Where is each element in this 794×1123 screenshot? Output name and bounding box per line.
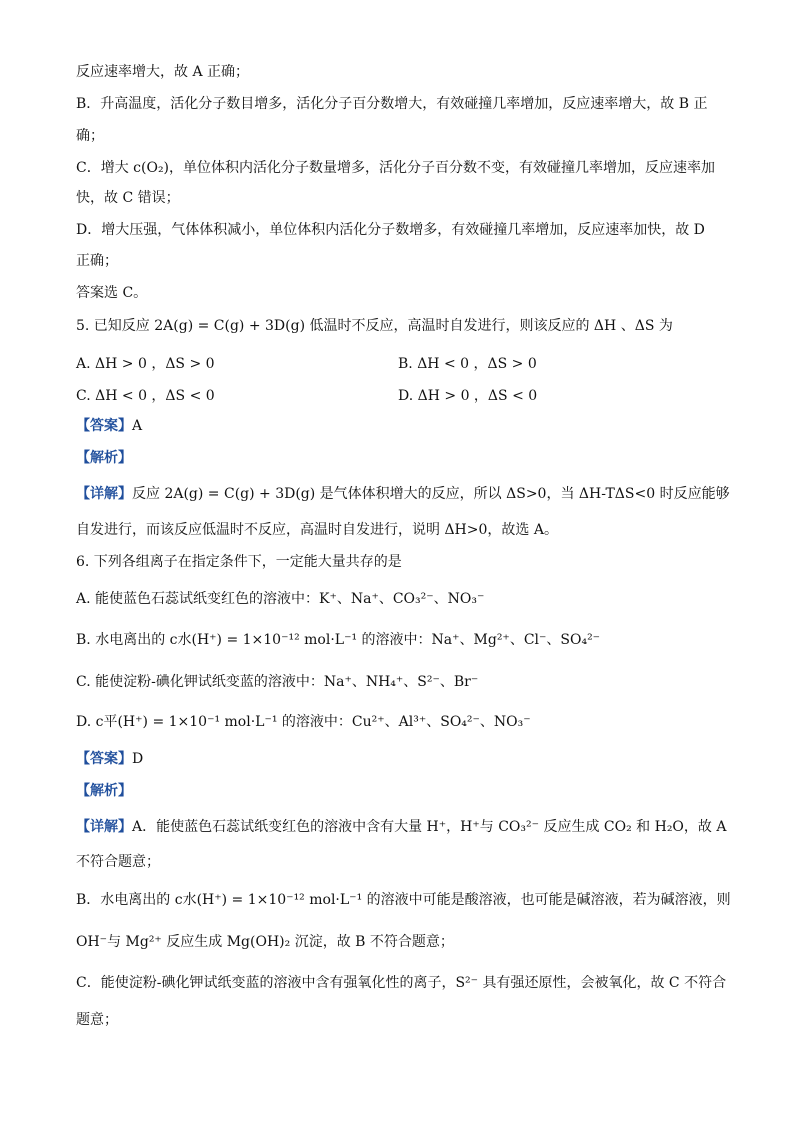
answer-row [76,416,142,436]
detail-label: 【详解】 [76,819,132,835]
analysis-label: 【解析】 [76,783,132,799]
option-c: C. ΔH < 0 ，ΔS < 0 [76,388,215,404]
analysis-row [76,781,132,801]
option-c: C. 能使淀粉-碘化钾试纸变蓝的溶液中：Na⁺、NH₄⁺、S²⁻、Br⁻ [76,674,479,690]
answer-line: 答案选 C。 [76,285,148,301]
paragraph-line: 确； [76,128,104,144]
paragraph-line: C．能使淀粉-碘化钾试纸变蓝的溶液中含有强氧化性的离子，S²⁻ 具有强还原性，会被氧化，故 C 不符合 [76,975,727,991]
detail-row [76,484,730,504]
detail-text: 反应 2A(g) = C(g) + 3D(g) 是气体体积增大的反应，所以 ΔS>0，当 ΔH-TΔS<0 时反应能够 [132,486,730,502]
paragraph-line: 题意； [76,1012,118,1028]
option-d: D. c平(H⁺) = 1×10⁻¹ mol·L⁻¹ 的溶液中：Cu²⁺、Al³⁺、SO₄²⁻、NO₃⁻ [76,714,531,730]
answer-value: A [132,418,143,434]
paragraph-line: 反应速率增大，故 A 正确； [76,64,250,80]
answer-value: D [132,751,144,767]
answer-label: 【答案】 [76,418,132,434]
option-b: B. 水电离出的 c水(H⁺) = 1×10⁻¹² mol·L⁻¹ 的溶液中：Na⁺、Mg²⁺、Cl⁻、SO₄²⁻ [76,632,601,648]
paragraph-line: B．升高温度，活化分子数目增多，活化分子百分数增大，有效碰撞几率增加，反应速率增大，故 B 正 [76,96,708,112]
analysis-row [76,448,132,468]
paragraph-line: 不符合题意； [76,854,160,870]
paragraph-line: OH⁻与 Mg²⁺ 反应生成 Mg(OH)₂ 沉淀，故 B 不符合题意； [76,934,454,950]
paragraph-line: B．水电离出的 c水(H⁺) = 1×10⁻¹² mol·L⁻¹ 的溶液中可能是酸溶液，也可能是碱溶液，若为碱溶液，则 [76,892,731,908]
detail-row [76,817,726,837]
paragraph-line: 正确； [76,253,118,269]
option-d: D. ΔH > 0 ，ΔS < 0 [398,388,538,404]
answer-label: 【答案】 [76,751,132,767]
paragraph-line: D．增大压强，气体体积减小，单位体积内活化分子数增多，有效碰撞几率增加，反应速率加快，故 D [76,222,705,238]
answer-row [76,749,143,769]
paragraph-line: 自发进行，而该反应低温时不反应，高温时自发进行，说明 ΔH>0，故选 A。 [76,522,558,538]
paragraph-line: C．增大 c(O₂)，单位体积内活化分子数量增多，活化分子百分数不变，有效碰撞几率增加，反应速率加 [76,160,716,176]
detail-label: 【详解】 [76,486,132,502]
option-a: A. 能使蓝色石蕊试纸变红色的溶液中：K⁺、Na⁺、CO₃²⁻、NO₃⁻ [76,591,485,607]
detail-text: A．能使蓝色石蕊试纸变红色的溶液中含有大量 H⁺，H⁺与 CO₃²⁻ 反应生成 CO₂ 和 H₂O，故 A [132,819,727,835]
paragraph-line: 快，故 C 错误； [76,190,180,206]
question-stem: 5. 已知反应 2A(g) = C(g) + 3D(g) 低温时不反应，高温时自发进行，则该反应的 ΔH 、ΔS 为 [76,318,673,334]
option-b: B. ΔH < 0 ，ΔS > 0 [398,356,537,372]
option-a: A. ΔH > 0 ，ΔS > 0 [76,356,215,372]
analysis-label: 【解析】 [76,450,132,466]
question-stem: 6. 下列各组离子在指定条件下，一定能大量共存的是 [76,554,402,570]
